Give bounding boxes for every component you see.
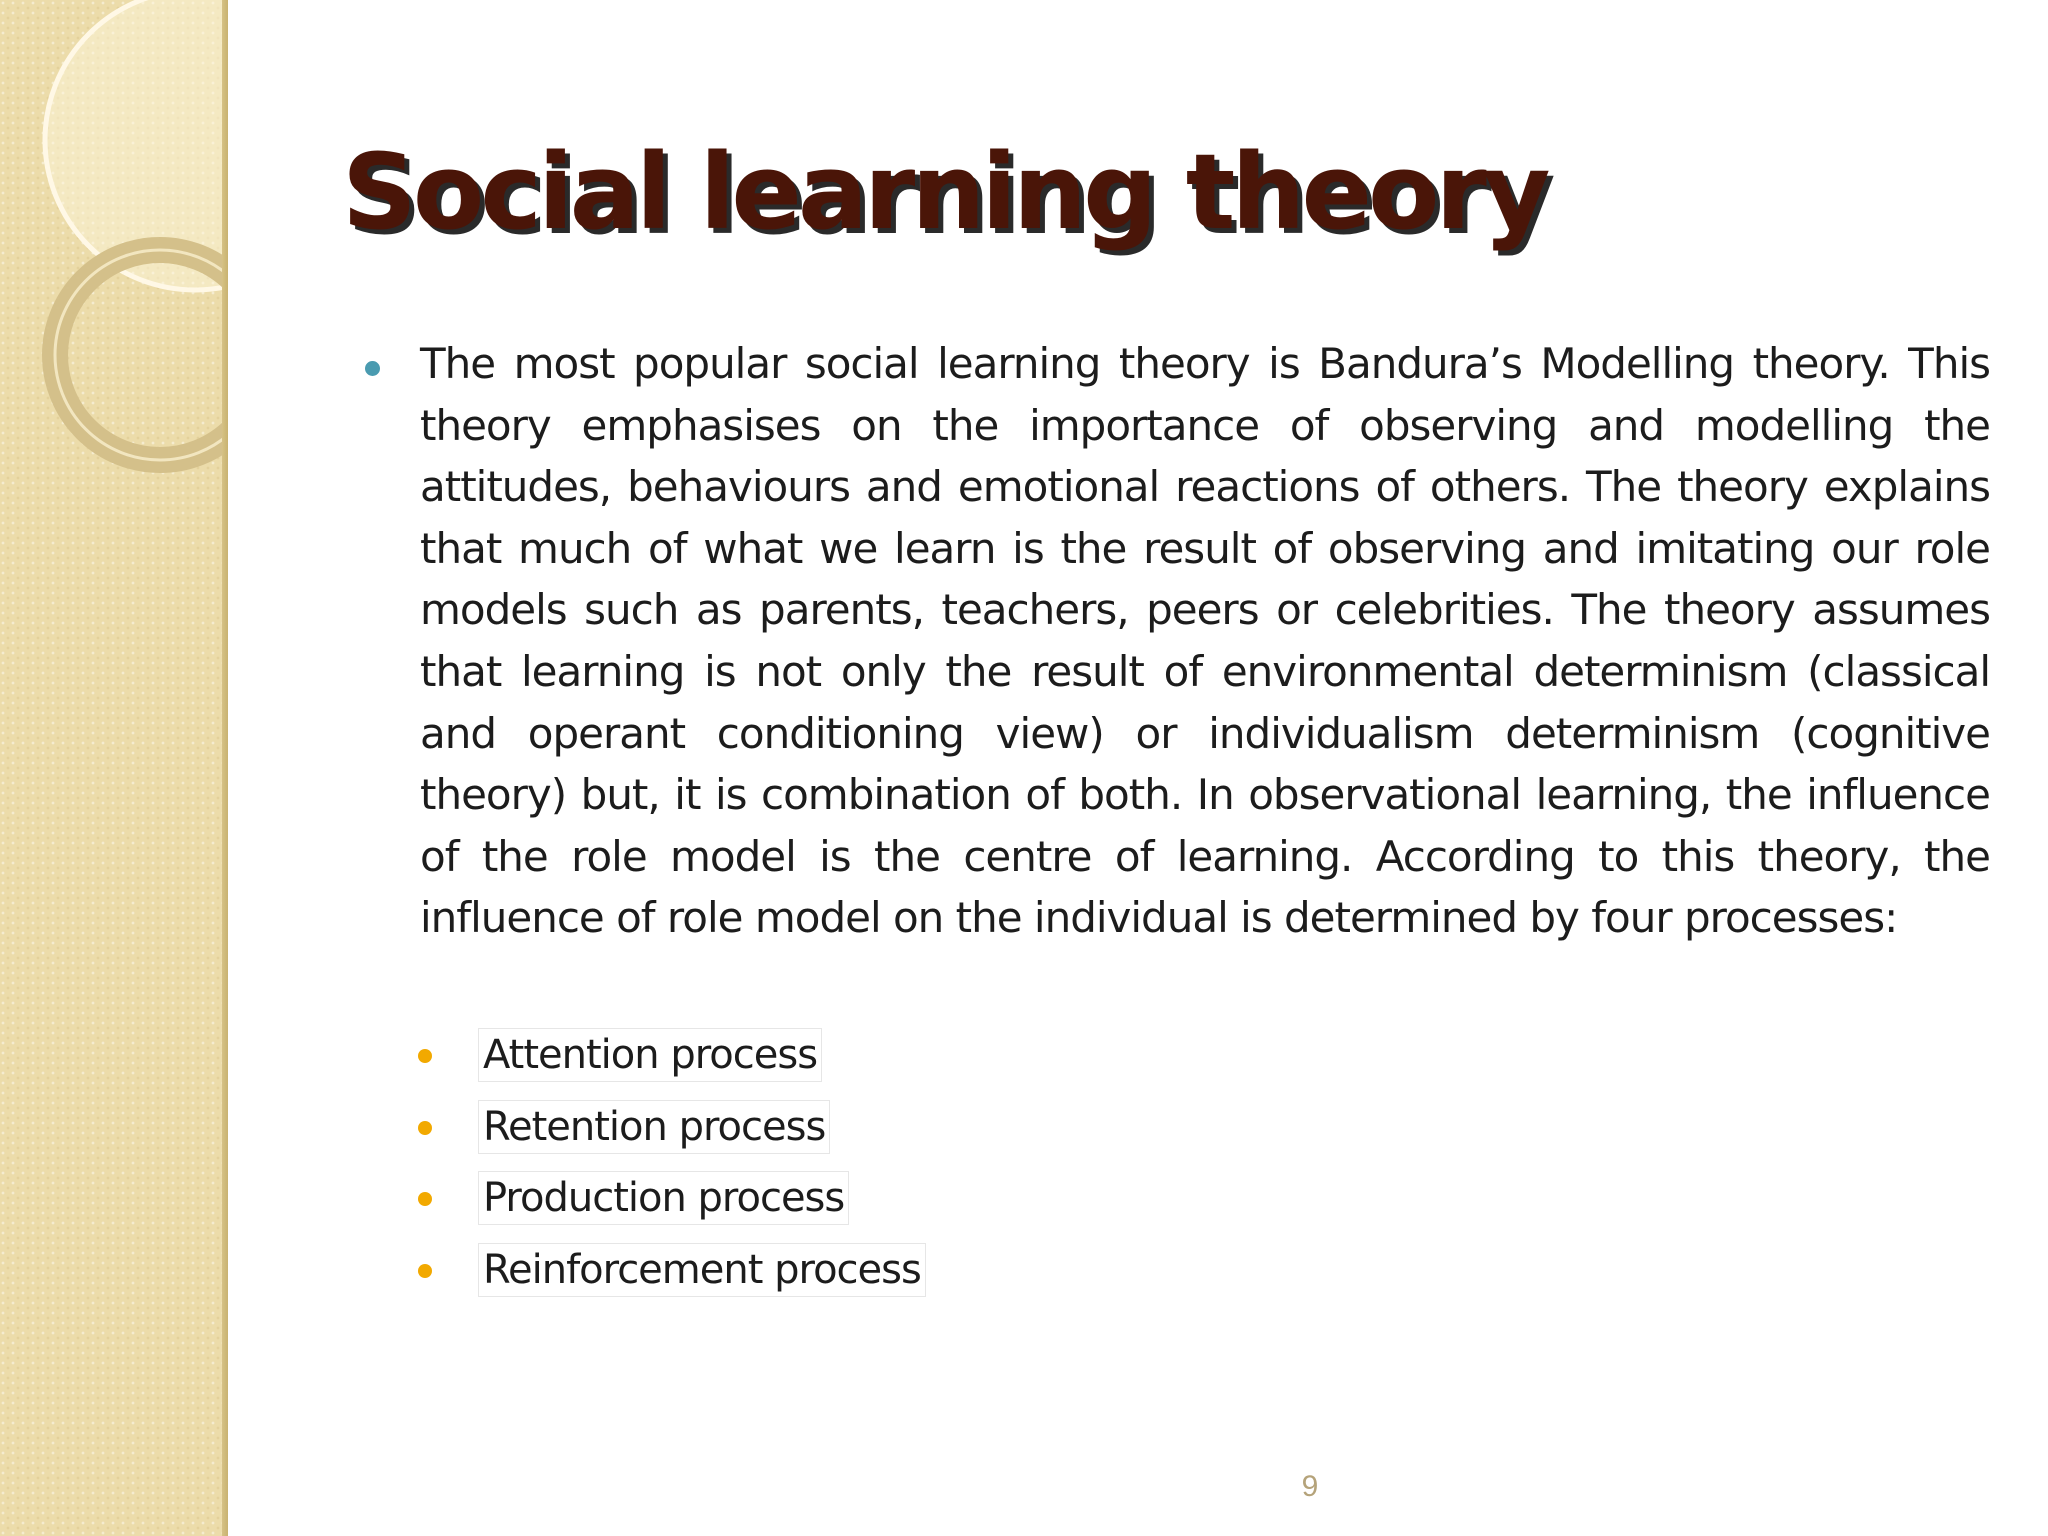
page-number: 9: [1301, 1470, 1319, 1503]
process-label: Production process: [478, 1171, 849, 1225]
process-label: Attention process: [478, 1028, 822, 1082]
bullet-icon: [418, 1192, 432, 1206]
bullet-icon: [418, 1121, 432, 1135]
sidebar-edge: [222, 0, 228, 1536]
bullet-icon: [418, 1049, 432, 1063]
main-paragraph: The most popular social learning theory is Bandura’s Modelling theory. This theory emphasises on the importance of observing and modelling the attitudes, behaviours and emotional reactions of others. The theory explains that much of what we learn is the result of observing and imitating our role models such as parents, teachers, peers or celebrities. The theory assumes that learning is not only the result of environmental determinism (classical and operant conditioning view) or individualism determinism (cognitive theory) but, it is combination of both. In observational learning, the influence of the role model is the centre of learning. According to this theory, the influence of role model on the individual is determined by four processes:: [420, 339, 1990, 943]
main-bullet-icon: [365, 361, 380, 376]
process-label: Reinforcement process: [478, 1243, 926, 1297]
circles-decoration-icon: [0, 0, 228, 520]
decorative-sidebar: [0, 0, 228, 1536]
bullet-icon: [418, 1264, 432, 1278]
slide-title: Social learning theory: [342, 131, 1547, 253]
process-label: Retention process: [478, 1100, 830, 1154]
